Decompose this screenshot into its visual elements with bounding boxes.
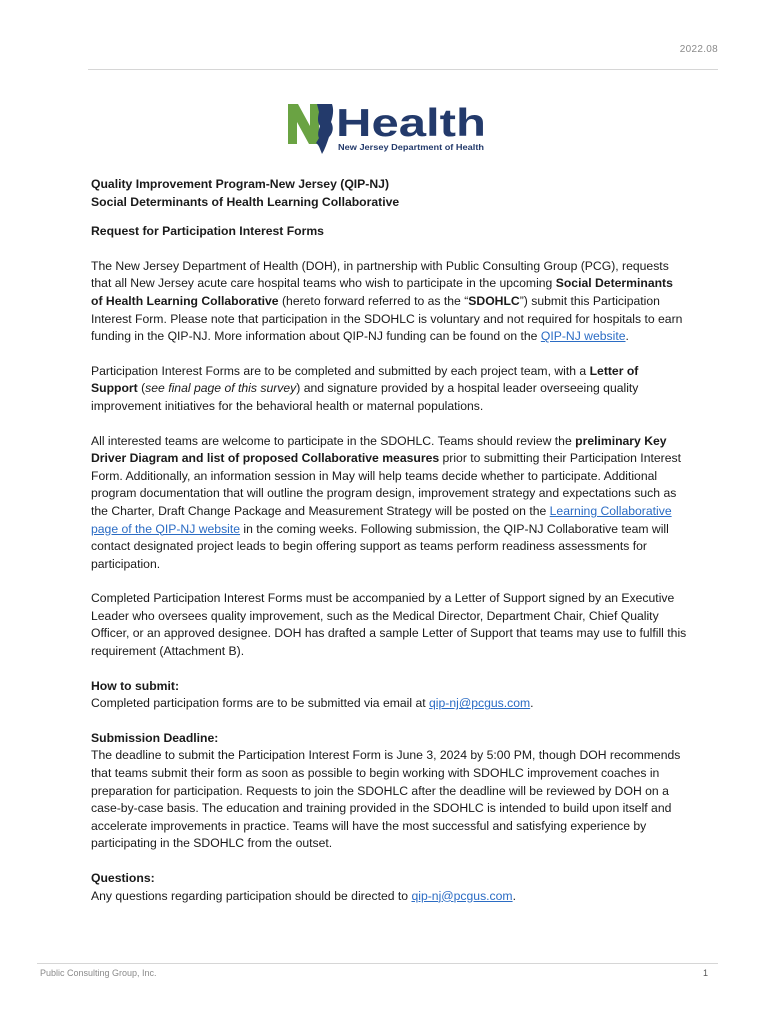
- questions-text: Any questions regarding participation should be directed to qip-nj@pcgus.com.: [91, 888, 516, 903]
- questions-email-link[interactable]: qip-nj@pcgus.com: [411, 888, 513, 903]
- completed-forms-paragraph: Completed Participation Interest Forms must be accompanied by a Letter of Support signed by an Executive Leader who oversees quality improvement, such as the Medical Director, Department Chair, Chief Quality Officer, or an approved designee. DOH has drafted a sample Letter of Support that teams may use to fulfill this requirement (Attachment B).: [91, 591, 687, 659]
- letter-of-support-paragraph: Participation Interest Forms are to be completed and submitted by each project team, with a Letter of Support (see final page of this survey) and signature provided by a hospital leader overseeing quality improvement initiatives for the behavioral health or maternal populations.: [91, 363, 639, 413]
- logo-n-mark: [288, 104, 319, 144]
- qip-nj-website-link[interactable]: QIP-NJ website: [540, 329, 626, 344]
- nj-health-logo: [286, 100, 488, 156]
- how-to-submit-text: Completed participation forms are to be submitted via email at qip-nj@pcgus.com.: [91, 696, 534, 711]
- footer-org: Public Consulting Group, Inc.: [40, 968, 157, 978]
- how-to-submit-heading: How to submit:: [91, 678, 180, 693]
- interested-teams-paragraph: All interested teams are welcome to participate in the SDOHLC. Teams should review the preliminary Key Driver Diagram and list of proposed Collaborative measures prior to submitting their Participation Interest Form. Additionally, an information session in May will help teams decide whether to participate. Additional program documentation that will outline the program design, improvement strategy and expectations such as the Charter, Draft Change Package and Measurement Strategy will be posted on the Learning Collaborative page of the QIP-NJ website in the coming weeks. Following submission, the QIP-NJ Collaborative team will contact designated project leads to begin offering support as teams perform readiness assessments for participation.: [91, 433, 681, 571]
- logo-tagline: New Jersey Department of Health: [338, 142, 484, 152]
- page-number: 1: [702, 968, 708, 978]
- doc-title: Quality Improvement Program-New Jersey (QIP-NJ): [91, 177, 390, 191]
- deadline-text: The deadline to submit the Participation Interest Form is June 3, 2024 by 5:00 PM, though DOH recommends that teams submit their form as soon as possible to begin working with SDOHLC improvement coaches in preparation for participation. Requests to join the SDOHLC after the deadline will be reviewed by DOH on a case-by-case basis. The education and training provided in the SDOHLC is intended to build upon itself and accelerate improvements in practice. Teams will have the most successful and satisfying experience by participating in the SDOHLC from the outset.: [91, 748, 681, 851]
- submit-email-link[interactable]: qip-nj@pcgus.com: [429, 696, 531, 711]
- questions-heading: Questions:: [91, 871, 155, 885]
- learning-collaborative-link[interactable]: Learning Collaborative page of the QIP-NJ website: [91, 503, 672, 536]
- deadline-heading: Submission Deadline:: [91, 730, 219, 745]
- logo-wordmark: Health: [336, 102, 486, 145]
- intro-paragraph: The New Jersey Department of Health (DOH), in partnership with Public Consulting Group (PCG), requests that all New Jersey acute care hospital teams who wish to participate in the upcoming Social Determinants of Health Learning Collaborative (hereto forward referred to as the “SDOHLC”) submit this Participation Interest Form. Please note that participation in the SDOHLC is voluntary and not required for hospitals to earn funding in the QIP-NJ. More information about QIP-NJ funding can be found on the QIP-NJ website.: [91, 258, 683, 344]
- header-divider: [88, 69, 718, 70]
- document-date: 2022.08: [679, 44, 718, 55]
- doc-subtitle: Request for Participation Interest Forms: [91, 224, 324, 239]
- document-body: [91, 176, 687, 905]
- footer-divider: [37, 963, 718, 964]
- doc-title-2: Social Determinants of Health Learning Collaborative: [91, 194, 400, 209]
